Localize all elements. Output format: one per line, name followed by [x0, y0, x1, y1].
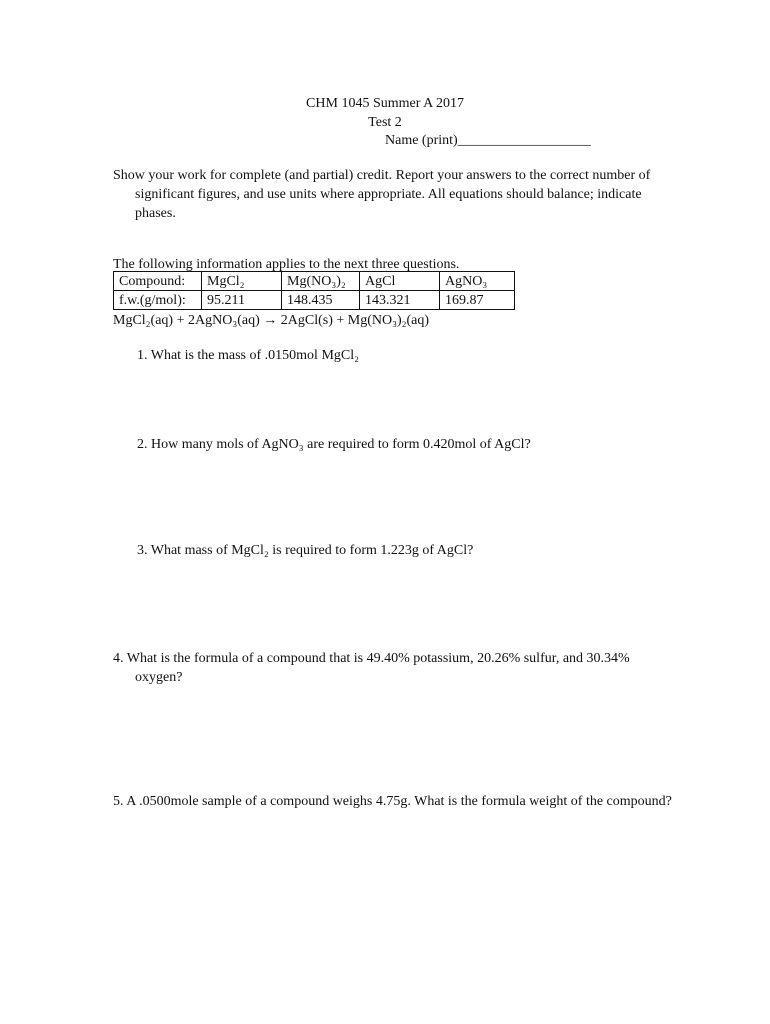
table-cell: MgCl₂	[202, 272, 282, 291]
question-2: 2. How many mols of AgNO₃ are required to form 0.420mol of AgCl?	[137, 437, 531, 452]
reaction-equation: MgCl₂(aq) + 2AgNO₃(aq) → 2AgCl(s) + Mg(NO₃)₂(aq)	[113, 313, 430, 328]
instructions: Show your work for complete (and partial) credit. Report your answers to the correct number of significant figures, and use units where appropriate. All equations should balance; indicate phases.	[113, 168, 651, 221]
question-5: 5. A .0500mole sample of a compound weighs 4.75g. What is the formula weight of the compound?	[113, 794, 672, 809]
table-row	[114, 291, 515, 310]
table-cell: 95.211	[202, 291, 282, 310]
course-title: CHM 1045 Summer A 2017	[306, 96, 464, 111]
table-cell: f.w.(g/mol):	[114, 291, 202, 310]
table-cell: Compound:	[114, 272, 202, 291]
test-title: Test 2	[368, 115, 402, 130]
question-4: 4. What is the formula of a compound that is 49.40% potassium, 20.26% sulfur, and 30.34% oxygen?	[113, 651, 630, 685]
formula-weight-table	[113, 271, 515, 310]
name-field-label: Name (print)___________________	[385, 133, 591, 148]
table-cell: 143.321	[360, 291, 440, 310]
table-cell: 148.435	[282, 291, 360, 310]
table-cell: AgCl	[360, 272, 440, 291]
table-row	[114, 272, 515, 291]
question-1: 1. What is the mass of .0150mol MgCl₂	[137, 348, 360, 363]
table-cell: 169.87	[440, 291, 515, 310]
table-cell: Mg(NO₃)₂	[282, 272, 360, 291]
question-3: 3. What mass of MgCl₂ is required to form 1.223g of AgCl?	[137, 543, 474, 558]
info-intro: The following information applies to the next three questions.	[113, 257, 460, 272]
table-cell: AgNO₃	[440, 272, 515, 291]
